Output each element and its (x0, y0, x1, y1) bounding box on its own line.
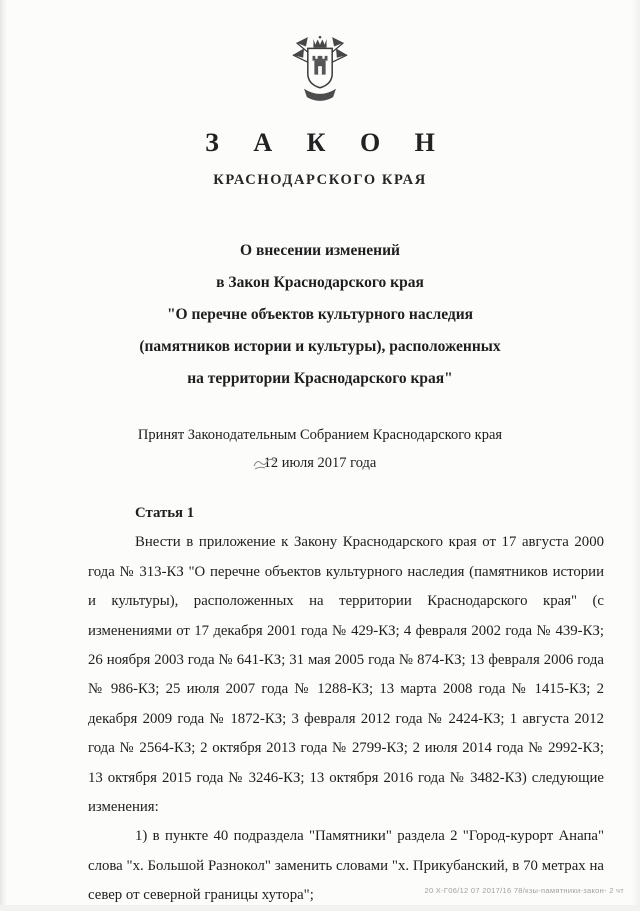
adoption-date: 12 июля 2017 года (263, 455, 377, 471)
law-title-line: в Закон Краснодарского края (216, 274, 424, 291)
article-paragraph-2: 1) в пункте 40 подраздела "Памятники" раздела 2 "Город-курорт Анапа" слова "х. Большой Разнокол" заменить словами "х. Прикубанский, в 70 метрах на север от северной границы хутора"; (88, 828, 604, 904)
pen-mark-icon (252, 453, 278, 481)
adoption-date-row (0, 449, 640, 477)
law-title-line: (памятников истории и культуры), расположенных (139, 338, 501, 355)
footer-scan-note: 20 Х-Г06/12 07 2017/16 78/кзы-памятники-закон- 2 чт (424, 886, 624, 895)
law-title-line: на территории Краснодарского края" (187, 370, 453, 387)
article-body (88, 499, 604, 911)
article-heading: Статья 1 (135, 505, 195, 521)
law-title-line: О внесении изменений (240, 242, 400, 259)
law-word-title: З А К О Н (205, 128, 449, 157)
adoption-statement: Принят Законодательным Собранием Краснодарского края (137, 427, 503, 443)
law-title-line: "О перечне объектов культурного наследия (166, 306, 474, 323)
region-subtitle: КРАСНОДАРСКОГО КРАЯ (213, 172, 427, 188)
coat-of-arms-icon (290, 32, 350, 106)
article-paragraph-1: Внести в приложение к Закону Краснодарского края от 17 августа 2000 года № 313-КЗ "О перечне объектов культурного наследия (памятников истории и культуры), расположенных на территории Краснодарского края" (с изменениями от 17 декабря 2001 года № 429-КЗ; 4 февраля 2002 года № 439-КЗ; 26 ноября 2003 года № 641-КЗ; 31 мая 2005 года № 874-КЗ; 13 февраля 2006 года № 986-КЗ; 25 июля 2007 года № 1288-КЗ; 13 марта 2008 года № 1415-КЗ; 2 декабря 2009 года № 1872-КЗ; 3 февраля 2012 года № 2424-КЗ; 1 августа 2012 года № 2564-КЗ; 2 октября 2013 года № 2799-КЗ; 2 июля 2014 года № 2992-КЗ; 13 октября 2015 года № 3246-КЗ; 13 октября 2016 года № 3482-КЗ) следующие изменения: (88, 534, 604, 816)
law-title-block (0, 235, 640, 395)
emblem-container (0, 0, 640, 106)
